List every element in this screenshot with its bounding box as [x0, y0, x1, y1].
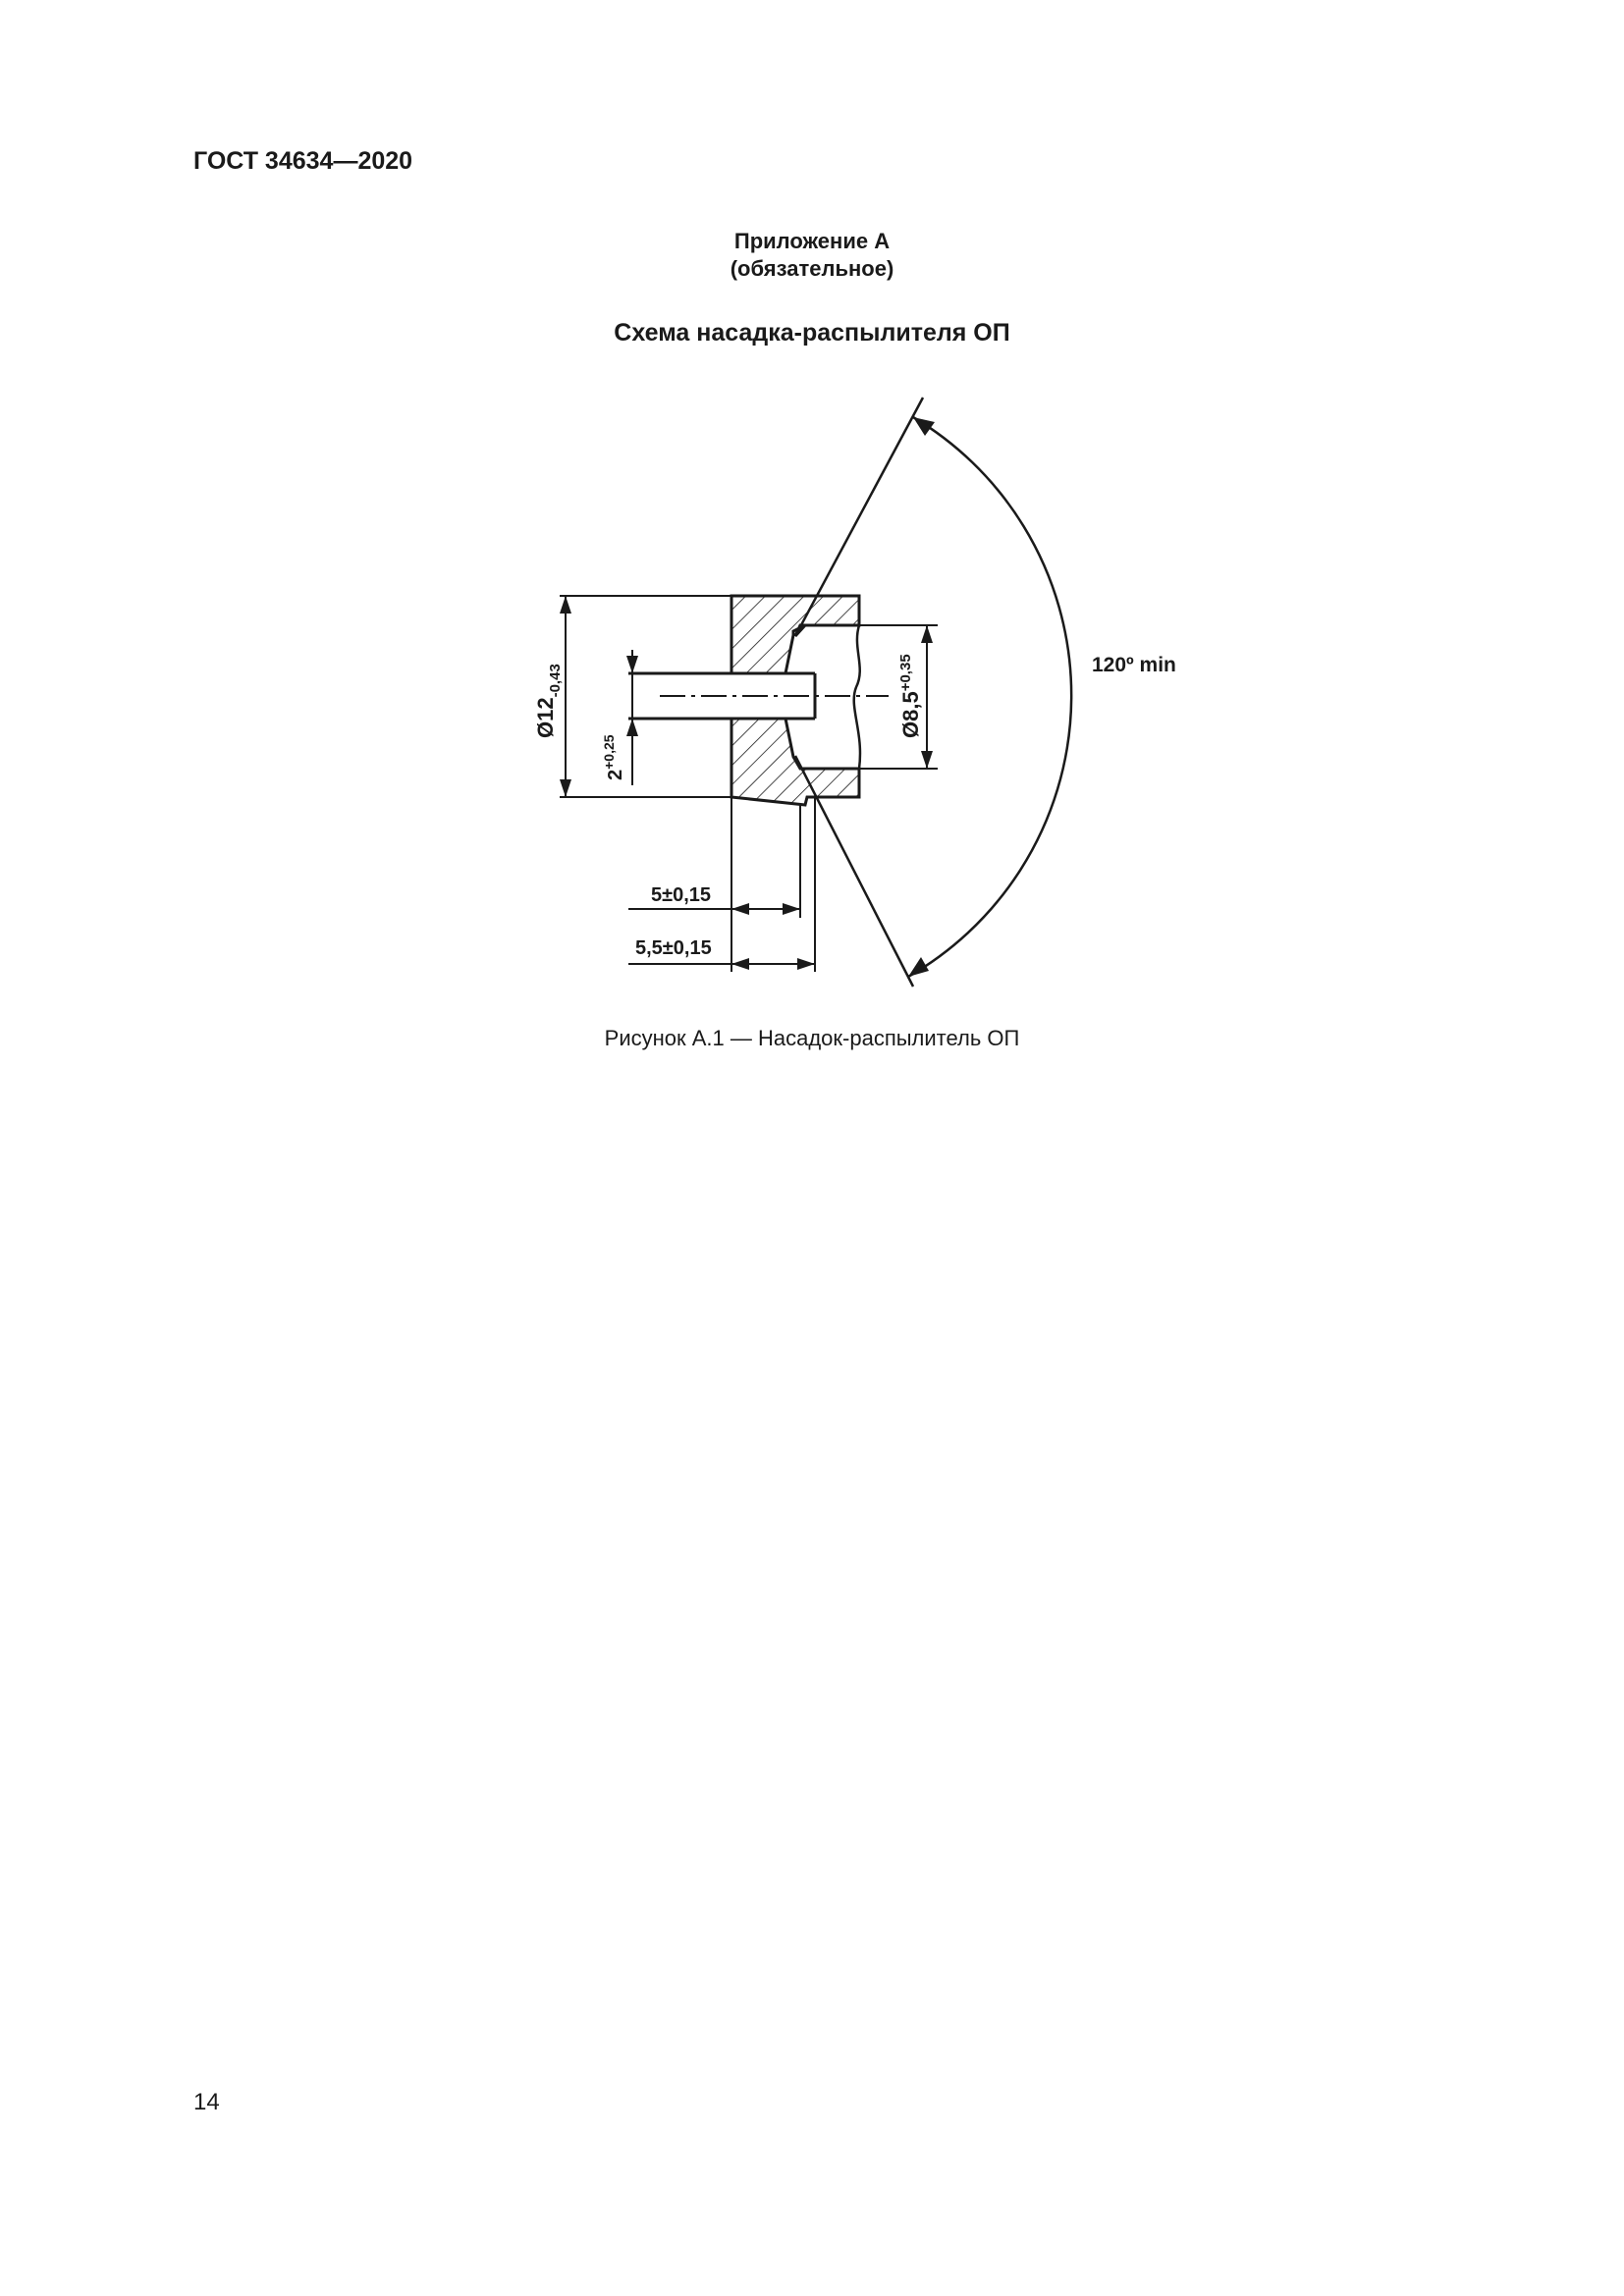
- page-number: 14: [193, 2089, 220, 2115]
- figure-caption: Рисунок А.1 — Насадок-распылитель ОП: [604, 1026, 1020, 1050]
- annex-status: (обязательное): [730, 256, 894, 281]
- angle-arrow-top: [913, 417, 935, 436]
- outer-diameter-label: $Ø12_{-0,43}$: [533, 664, 564, 738]
- body-section-bottom: [731, 719, 859, 805]
- document-code: ГОСТ 34634—2020: [193, 147, 413, 175]
- annex-label: Приложение А: [733, 229, 891, 253]
- cone-angle: [795, 398, 1071, 987]
- depth-2-label: 5,5±0,15: [635, 937, 712, 959]
- depth-1-label: 5±0,15: [651, 884, 712, 906]
- inner-diameter-label: $Ø8,5^{+0,35}$: [897, 654, 923, 738]
- angle-arrow-bottom: [908, 957, 929, 977]
- nozzle-drawing: [0, 0, 1624, 1021]
- annex-heading: Схема насадка-распылителя ОП: [614, 319, 1010, 347]
- cone-angle-label: 120º min: [1092, 654, 1176, 676]
- orifice-label: $2^{+0,25}$: [601, 734, 626, 780]
